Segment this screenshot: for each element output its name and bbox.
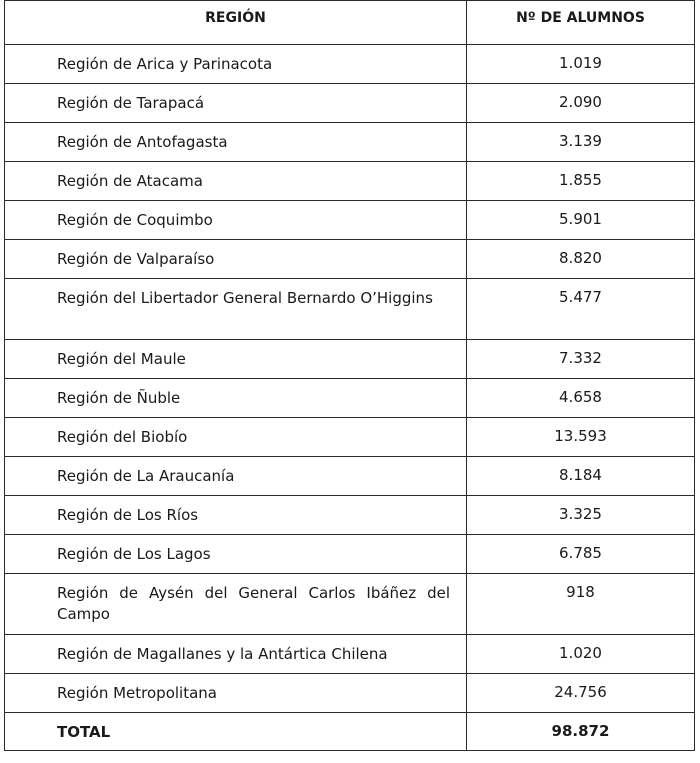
region-cell: Región de Ñuble — [5, 379, 467, 418]
students-by-region-table — [4, 0, 695, 751]
total-label: TOTAL — [5, 713, 467, 751]
region-cell: Región del Maule — [5, 340, 467, 379]
table-row — [5, 379, 695, 418]
count-cell: 1.019 — [467, 45, 695, 84]
count-cell: 8.184 — [467, 457, 695, 496]
table-row — [5, 496, 695, 535]
table-row — [5, 674, 695, 713]
region-cell: Región del Biobío — [5, 418, 467, 457]
count-cell: 8.820 — [467, 240, 695, 279]
table-row — [5, 279, 695, 340]
region-cell: Región Metropolitana — [5, 674, 467, 713]
table-row — [5, 635, 695, 674]
region-cell: Región de Arica y Parinacota — [5, 45, 467, 84]
table-row — [5, 201, 695, 240]
count-cell: 6.785 — [467, 535, 695, 574]
table-row — [5, 84, 695, 123]
table-row — [5, 45, 695, 84]
count-cell: 3.325 — [467, 496, 695, 535]
count-cell: 1.020 — [467, 635, 695, 674]
count-column-header: Nº DE ALUMNOS — [467, 1, 695, 45]
total-count: 98.872 — [467, 713, 695, 751]
table-row — [5, 574, 695, 635]
table-row — [5, 535, 695, 574]
count-cell: 4.658 — [467, 379, 695, 418]
table-row — [5, 457, 695, 496]
table-row — [5, 418, 695, 457]
region-cell: Región de Magallanes y la Antártica Chilena — [5, 635, 467, 674]
table-row — [5, 340, 695, 379]
region-cell: Región de La Araucanía — [5, 457, 467, 496]
region-cell: Región de Tarapacá — [5, 84, 467, 123]
region-cell: Región de Antofagasta — [5, 123, 467, 162]
total-row — [5, 713, 695, 751]
count-cell: 5.477 — [467, 279, 695, 340]
table-row — [5, 162, 695, 201]
count-cell: 7.332 — [467, 340, 695, 379]
count-cell: 1.855 — [467, 162, 695, 201]
count-cell: 13.593 — [467, 418, 695, 457]
count-cell: 5.901 — [467, 201, 695, 240]
region-cell: Región del Libertador General Bernardo O’Higgins — [5, 279, 467, 340]
region-cell: Región de Los Lagos — [5, 535, 467, 574]
count-cell: 24.756 — [467, 674, 695, 713]
region-cell: Región de Valparaíso — [5, 240, 467, 279]
region-cell: Región de Los Ríos — [5, 496, 467, 535]
table-row — [5, 123, 695, 162]
table-header-row — [5, 1, 695, 45]
count-cell: 2.090 — [467, 84, 695, 123]
count-cell: 918 — [467, 574, 695, 635]
region-cell: Región de Atacama — [5, 162, 467, 201]
region-cell: Región de Aysén del General Carlos Ibáñez del Campo — [5, 574, 467, 635]
region-column-header: REGIÓN — [5, 1, 467, 45]
count-cell: 3.139 — [467, 123, 695, 162]
region-cell: Región de Coquimbo — [5, 201, 467, 240]
table-row — [5, 240, 695, 279]
